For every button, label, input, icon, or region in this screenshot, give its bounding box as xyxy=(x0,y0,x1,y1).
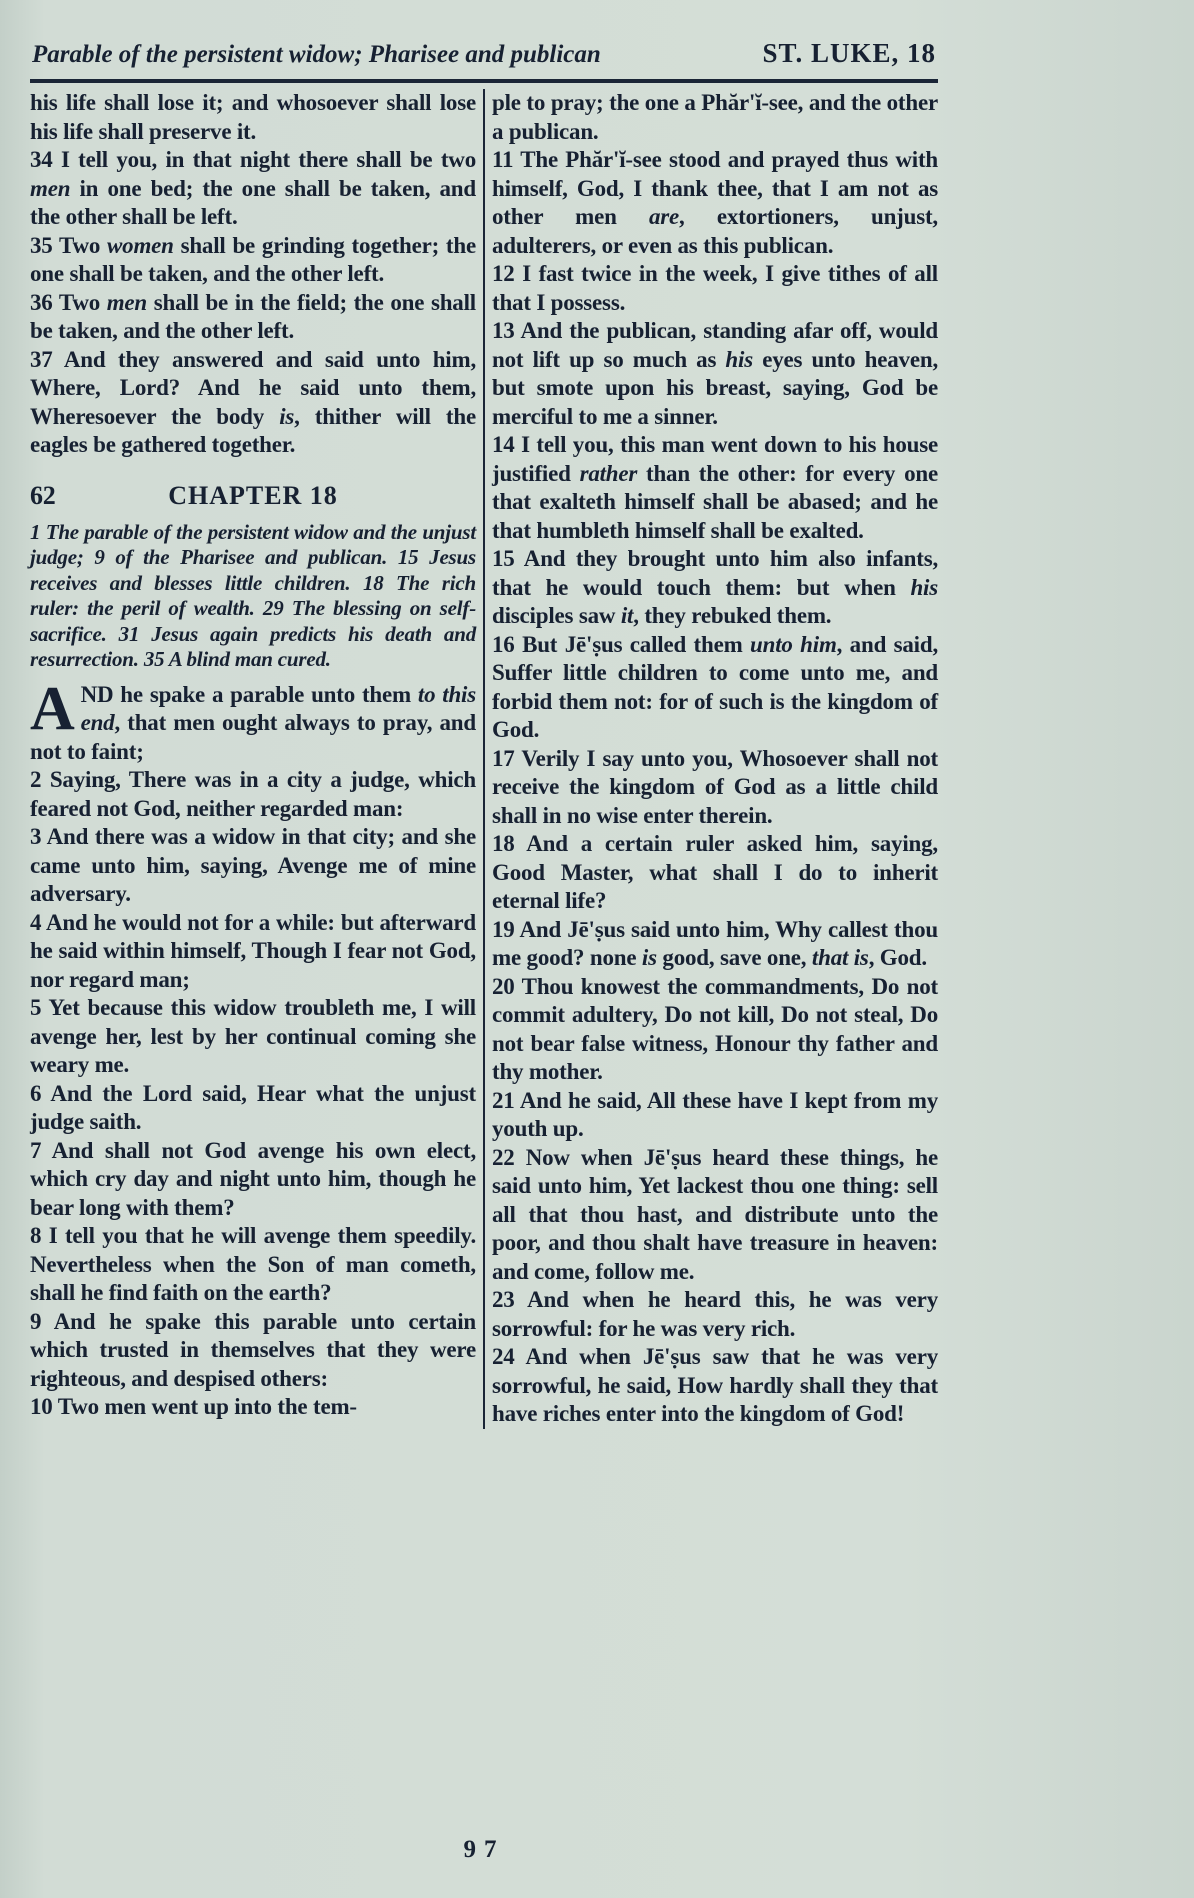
verse-paragraph: 22 Now when Jē'ṣus heard these things, he said unto him, Yet lackest thou one thing: sell all that thou hast, and distribute unto the poor, and thou shalt have treasure in heaven: and come, follow me. xyxy=(492,1144,938,1284)
verse-paragraph: ple to pray; the one a Phăr'ĭ-see, and the other a publican. xyxy=(492,90,938,144)
left-column xyxy=(30,89,476,1429)
verse-paragraph: 35 Two women shall be grinding together; the one shall be taken, and the other left. xyxy=(30,232,476,286)
verse-paragraph: 16 But Jē'ṣus called them unto him, and said, Suffer little children to come unto me, and forbid them not: for of such is the kingdom of God. xyxy=(492,631,939,742)
right-column xyxy=(492,89,938,1429)
section-number: 62 xyxy=(30,480,56,510)
drop-cap: A xyxy=(30,674,75,743)
verse-paragraph: 3 And there was a widow in that city; and she came unto him, saying, Avenge me of mine adversary. xyxy=(30,824,476,906)
verse-paragraph: 11 The Phăr'ĭ-see stood and prayed thus with himself, God, I thank thee, that I am not as other men are, extortioners, unjust, adulterers, or even as this publican. xyxy=(492,147,938,258)
chapter-heading xyxy=(30,482,476,510)
left-column-bottom-verses xyxy=(30,674,476,1422)
verse-paragraph: 34 I tell you, in that night there shall be two men in one bed; the one shall be taken, and the other shall be left. xyxy=(30,147,476,229)
book-reference: ST. LUKE, 18 xyxy=(762,38,936,68)
chapter-summary: 1 The parable of the persistent widow and the unjust judge; 9 of the Pharisee and publican. 15 Jesus receives and blesses little children. 18 The rich ruler: the peril of wealth. 29 The blessing on self-sacrifice. 31 Jesus again predicts his death and resurrection. 35 A blind man cured. xyxy=(30,519,476,671)
verse-paragraph: 7 And shall not God avenge his own elect, which cry day and night unto him, though he bear long with them? xyxy=(30,1137,476,1220)
verse-paragraph: 15 And they brought unto him also infants, that he would touch them: but when his disciples saw it, they rebuked them. xyxy=(492,546,938,628)
verse-paragraph: 37 And they answered and said unto him, Where, Lord? And he said unto them, Wheresoever the body is, thither will the eagles be gathered together. xyxy=(30,346,476,457)
verse-paragraph: 24 And when Jē'ṣus saw that he was very sorrowful, he said, How hardly shall they that have riches enter into the kingdom of God! xyxy=(492,1344,938,1426)
header-rule xyxy=(30,79,938,83)
verse-paragraph: 18 And a certain ruler asked him, saying, Good Master, what shall I do to inherit eternal life? xyxy=(492,831,938,913)
page-number: 97 xyxy=(463,1836,505,1863)
verse-paragraph: 20 Thou knowest the commandments, Do not commit adultery, Do not kill, Do not steal, Do not bear false witness, Honour thy father and thy mother. xyxy=(492,973,938,1084)
verse-paragraph: AND he spake a parable unto them to this end, that men ought always to pray, and not to faint; xyxy=(30,674,476,764)
right-column-verses xyxy=(492,89,938,1429)
verse-paragraph: 36 Two men shall be in the field; the one shall be taken, and the other left. xyxy=(30,289,476,343)
left-column-top-verses xyxy=(30,89,476,460)
verse-paragraph: 21 And he said, All these have I kept from my youth up. xyxy=(492,1087,938,1141)
verse-paragraph: his life shall lose it; and whosoever shall lose his life shall preserve it. xyxy=(30,90,476,144)
verse-paragraph: 10 Two men went up into the tem- xyxy=(30,1394,357,1419)
verse-paragraph: 13 And the publican, standing afar off, would not lift up so much as his eyes unto heaven, but smote upon his breast, saying, God be merciful to me a sinner. xyxy=(492,318,938,429)
verse-paragraph: 12 I fast twice in the week, I give tithes of all that I possess. xyxy=(492,261,938,315)
verse-paragraph: 9 And he spake this parable unto certain which trusted in themselves that they were righteous, and despised others: xyxy=(30,1308,476,1391)
verse-paragraph: 23 And when he heard this, he was very sorrowful: for he was very rich. xyxy=(492,1287,938,1341)
column-divider xyxy=(483,89,485,1429)
text-columns xyxy=(30,89,938,1429)
running-title: Parable of the persistent widow; Pharisee and publican xyxy=(32,41,601,68)
verse-paragraph: 19 And Jē'ṣus said unto him, Why callest thou me good? none is good, save one, that is, God. xyxy=(492,916,938,970)
verse-paragraph: 5 Yet because this widow troubleth me, I will avenge her, lest by her continual coming she weary me. xyxy=(30,995,476,1077)
bible-page xyxy=(30,38,938,1429)
verse-paragraph: 17 Verily I say unto you, Whosoever shall not receive the kingdom of God as a little child shall in no wise enter therein. xyxy=(492,745,938,828)
verse-paragraph: 8 I tell you that he will avenge them speedily. Nevertheless when the Son of man cometh, shall he find faith on the earth? xyxy=(30,1223,476,1305)
verse-paragraph: 4 And he would not for a while: but afterward he said within himself, Though I fear not God, nor regard man; xyxy=(30,909,476,992)
verse-paragraph: 2 Saying, There was in a city a judge, which feared not God, neither regarded man: xyxy=(30,767,476,821)
chapter-title: CHAPTER 18 xyxy=(168,480,338,510)
verse-paragraph: 6 And the Lord said, Hear what the unjust judge saith. xyxy=(30,1080,476,1134)
running-head xyxy=(30,38,938,79)
verse-paragraph: 14 I tell you, this man went down to his house justified rather than the other: for every one that exalteth himself shall be abased; and he that humbleth himself shall be exalted. xyxy=(492,432,938,543)
